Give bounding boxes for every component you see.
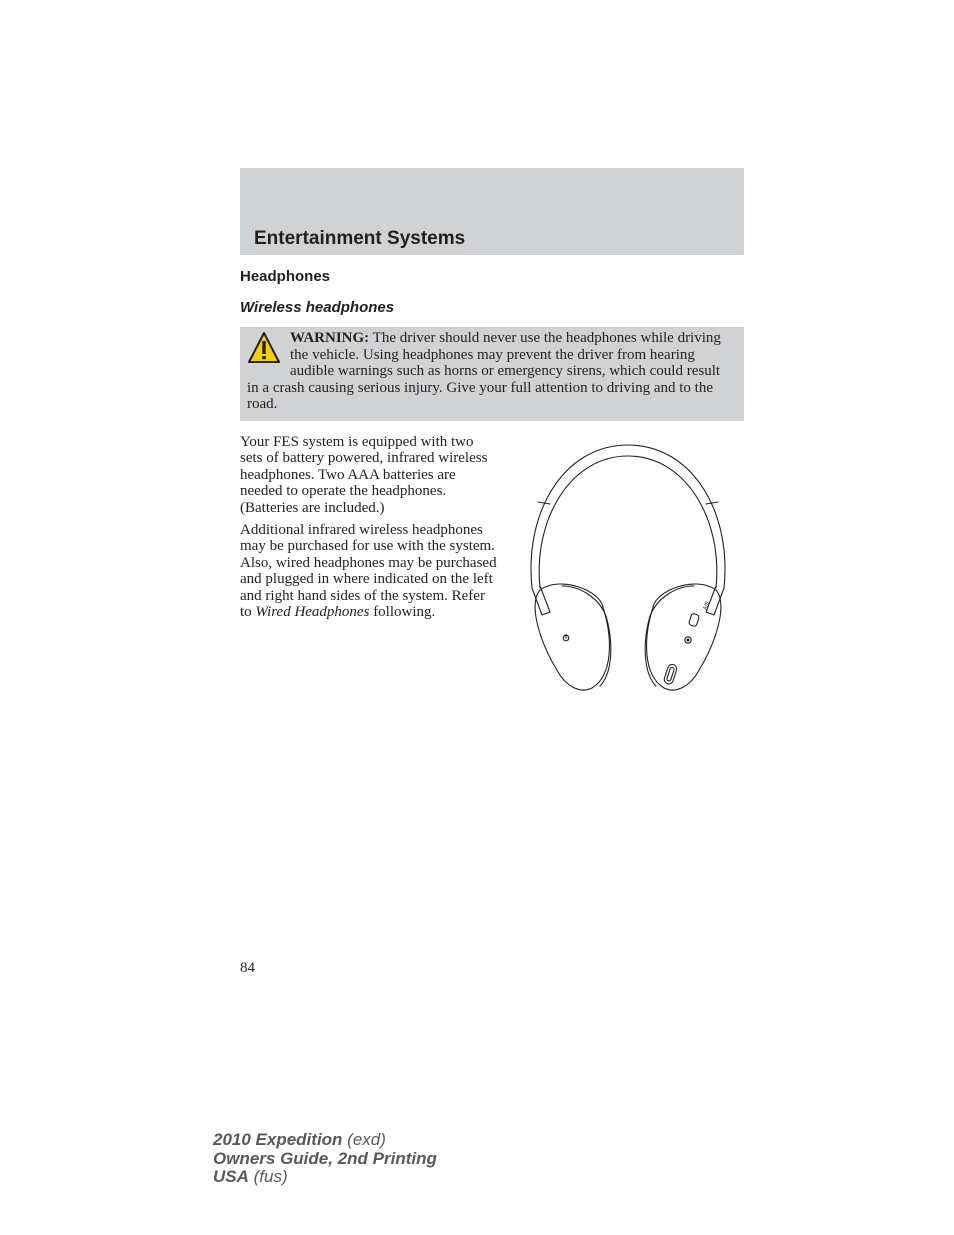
- wired-headphones-reference: Wired Headphones: [255, 604, 370, 621]
- footer-model-code: (exd): [342, 1130, 386, 1149]
- footer-line-3: [213, 1168, 437, 1187]
- page-number: 84: [240, 960, 255, 976]
- section-title: Entertainment Systems: [254, 228, 466, 249]
- paragraph-text-end: following.: [369, 604, 436, 621]
- document-footer: [213, 1131, 437, 1187]
- paragraph-battery-info: Your FES system is equipped with two sets of battery powered, infrared wireless headphones. Two AAA batteries are needed to operate the headphones. (Batteries are included.): [240, 434, 488, 516]
- heading-wireless-headphones: Wireless headphones: [240, 299, 395, 316]
- warning-triangle-icon: [247, 331, 281, 365]
- warning-text: The driver should never use the headphones while driving the vehicle. Using headphones may prevent the driver from hearing audible warnings such as horns or emergency sirens, which could result in a crash causing serious injury. Give your full attention to driving and to the road.: [247, 330, 721, 412]
- footer-model: 2010 Expedition: [213, 1130, 343, 1149]
- footer-market-code: (fus): [248, 1167, 288, 1186]
- heading-headphones: Headphones: [240, 268, 331, 285]
- footer-printing: Owners Guide, 2nd Printing: [213, 1148, 437, 1168]
- footer-market: USA: [213, 1167, 249, 1186]
- footer-line-1: [213, 1131, 437, 1150]
- warning-box: [240, 327, 744, 421]
- footer-line-2: [213, 1150, 437, 1169]
- section-header-band: [240, 168, 744, 255]
- paragraph-text: Additional infrared wireless headphones may be purchased for use with the system. Also, wired headphones may be purchased and plugged in where indicated on the left and right hand sides of the system. Refer to: [240, 522, 497, 621]
- warning-label: WARNING:: [290, 330, 370, 346]
- headphones-ab-label: A/B: [702, 600, 711, 611]
- body-text: [240, 434, 498, 626]
- paragraph-additional-headphones: [240, 522, 498, 620]
- headphones-illustration: [520, 440, 736, 698]
